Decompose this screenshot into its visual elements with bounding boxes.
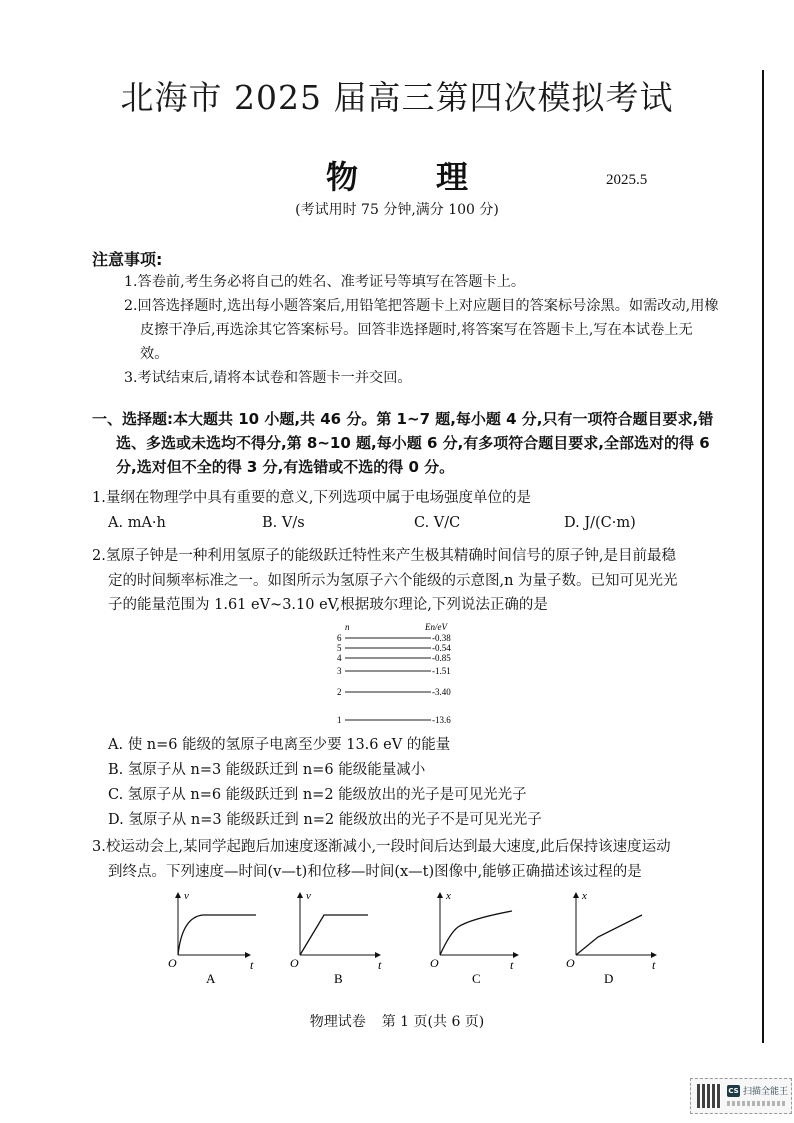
x-axis-label: t [510,958,514,972]
graph-label: B [334,971,343,986]
origin-label: O [290,956,299,970]
option-d: D. J/(C·m) [564,515,636,531]
origin-label: O [566,956,575,970]
level-n-label: 3 [337,666,342,676]
level-energy-label: -0.85 [432,653,451,663]
level-energy-label: -0.38 [432,633,451,643]
question-2 [92,544,732,618]
graph-curve [300,915,368,955]
time-note: (考试用时 75 分钟,满分 100 分) [295,202,499,218]
graph-c[interactable] [430,890,518,986]
section-line: 一、选择题:本大题共 10 小题,共 46 分。第 1~7 题,每小题 4 分,只有一项符合题目要求,错 [92,410,714,428]
exam-title: 北海市 2025 届高三第四次模拟考试 [120,78,674,117]
origin-label: O [168,956,177,970]
graph-a[interactable] [168,890,256,986]
n-axis-label: n [345,622,350,632]
energy-level [337,715,451,725]
question-stem: 2.氢原子钟是一种利用氢原子的能级跃迁特性来产生极其精确时间信号的原子钟,是目前最稳 [92,548,676,564]
level-n-label: 2 [337,687,342,697]
energy-level [337,633,451,643]
energy-level [337,653,451,663]
graph-b[interactable] [290,890,382,986]
graph-label: C [472,971,481,986]
watermark-name: 扫描全能王 [743,1087,789,1097]
camscanner-logo-icon: CS [728,1087,739,1095]
question-3 [92,835,732,884]
level-energy-label: -13.6 [432,715,451,725]
option-b: B. 氢原子从 n=3 能级跃迁到 n=6 能级能量减小 [108,762,426,778]
scanner-watermark [690,1078,792,1114]
page-border-line [762,70,764,1043]
notice-item: 3.考试结束后,请将本试卷和答题卡一并交回。 [124,370,412,386]
qr-code-icon [697,1084,721,1108]
level-energy-label: -3.40 [432,687,451,697]
section-line: 分,选对但不全的得 3 分,有选错或不选的得 0 分。 [116,458,455,476]
level-energy-label: -0.54 [432,643,451,653]
graph-label: A [206,971,216,986]
question-stem: 定的时间频率标准之一。如图所示为氢原子六个能级的示意图,n 为量子数。已知可见光光 [108,572,678,589]
energy-level [337,643,451,653]
y-axis-label: x [446,890,451,902]
option-d: D. 氢原子从 n=3 能级跃迁到 n=2 能级放出的光子不是可见光光子 [108,812,542,828]
energy-level [337,666,451,676]
notice-item: 1.答卷前,考生务必将自己的姓名、准考证号等填写在答题卡上。 [124,274,526,290]
graph-curve [178,915,256,955]
x-axis-label: t [250,958,254,972]
question-stem: 到终点。下列速度—时间(v—t)和位移—时间(x—t)图像中,能够正确描述该过程的是 [108,863,642,880]
option-a: A. mA·h [108,515,166,531]
graph-d[interactable] [566,890,656,986]
energy-axis-label: En/eV [425,622,447,632]
page-footer [0,1011,794,1031]
notice-heading: 注意事项: [92,250,163,269]
subject-title [0,152,794,198]
motion-graphs [160,885,680,990]
x-axis-label: t [378,958,382,972]
question-stem: 3.校运动会上,某同学起跑后加速度逐渐减小,一段时间后达到最大速度,此后保持该速度运动 [92,839,671,855]
level-energy-label: -1.51 [432,666,451,676]
y-axis-label: v [184,890,189,902]
level-n-label: 6 [337,633,342,643]
watermark-subtitle [727,1101,785,1106]
y-axis-label: v [306,890,311,902]
x-axis-label: t [652,958,656,972]
option-a: A. 使 n=6 能级的氢原子电离至少要 13.6 eV 的能量 [108,737,451,753]
option-c: C. 氢原子从 n=6 能级跃迁到 n=2 能级放出的光子是可见光光子 [108,787,527,803]
question-1 [92,486,732,511]
energy-level [337,687,451,697]
question-stem: 子的能量范围为 1.61 eV~3.10 eV,根据玻尔理论,下列说法正确的是 [108,597,548,613]
subject-char: 物 [325,158,358,196]
option-c: C. V/C [414,515,461,531]
subject-char: 理 [436,158,469,196]
graph-curve [576,915,642,955]
energy-level-diagram [335,618,485,730]
level-n-label: 5 [337,643,342,653]
option-b: B. V/s [262,515,305,531]
exam-date: 2025.5 [606,172,648,188]
graph-label: D [604,971,614,986]
question-stem: 1.量纲在物理学中具有重要的意义,下列选项中属于电场强度单位的是 [92,490,531,506]
section-line: 选、多选或未选均不得分,第 8~10 题,每小题 6 分,有多项符合题目要求,全部选对的得 6 [116,434,710,452]
footer-subject: 物理试卷 [309,1014,366,1030]
graph-curve [440,911,512,955]
section-header [92,407,732,479]
footer-page-number: 第 1 页(共 6 页) [381,1014,485,1030]
level-n-label: 1 [337,715,342,725]
y-axis-label: x [582,890,587,902]
origin-label: O [430,956,439,970]
level-n-label: 4 [337,653,342,663]
notice-item: 2.回答选择题时,选出每小题答案后,用铅笔把答题卡上对应题目的答案标号涂黑。如需改动,用橡皮擦干净后,再选涂其它答案标号。回答非选择题时,将答案写在答题卡上,写在本试卷上无效。 [124,298,719,362]
